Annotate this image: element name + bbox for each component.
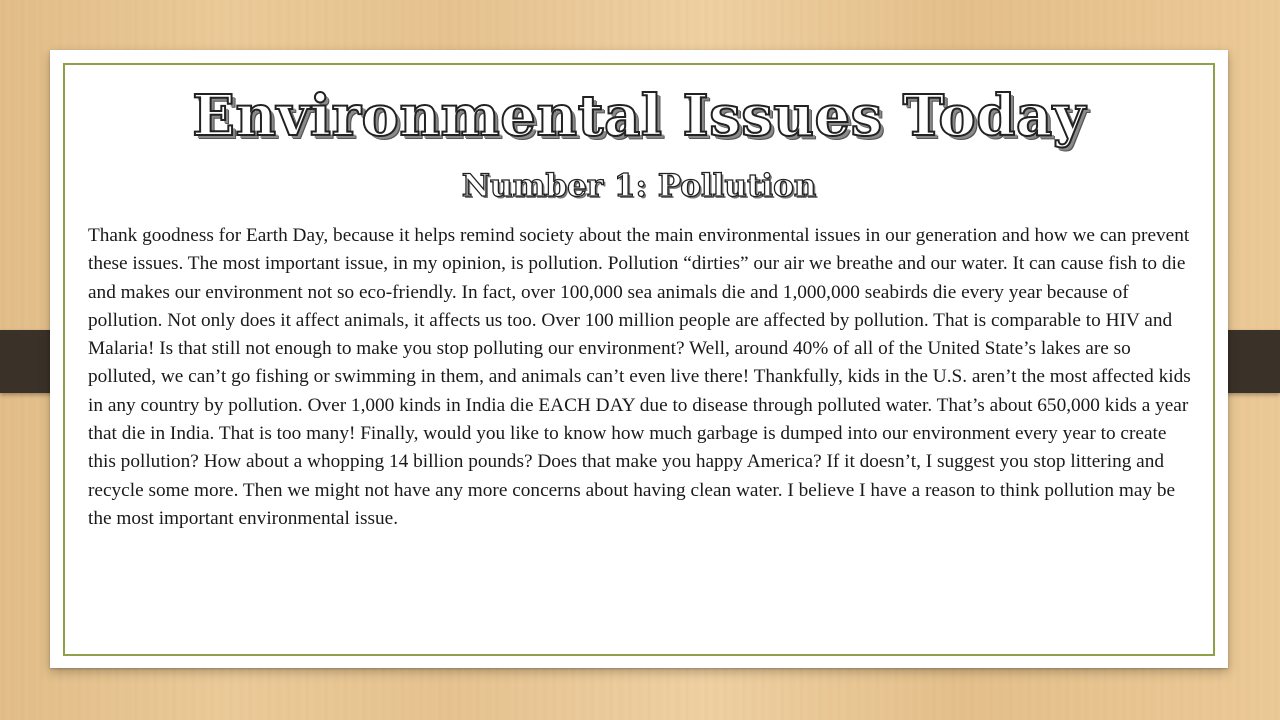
- slide-card: [50, 50, 1228, 668]
- slide-body-text: Thank goodness for Earth Day, because it helps remind society about the main environmental issues in our generation and how we can prevent these issues. The most important issue, in my opinion, is pollution. Pollution “dirties” our air we breathe and our water. It can cause fish to die and makes our environment not so eco-friendly. In fact, over 100,000 sea animals die and 1,000,000 seabirds die every year because of pollution. Not only does it affect animals, it affects us too. Over 100 million people are affected by pollution. That is comparable to HIV and Malaria! Is that still not enough to make you stop polluting our environment? Well, around 40% of all of the United State’s lakes are so polluted, we can’t go fishing or swimming in them, and animals can’t even live there! Thankfully, kids in the U.S. aren’t the most affected kids in any country by pollution. Over 1,000 kinds in India die EACH DAY due to disease through polluted water. That’s about 650,000 kids a year that die in India. That is too many! Finally, would you like to know how much garbage is dumped into our environment every year to create this pollution? How about a whopping 14 billion pounds? Does that make you happy America? If it doesn’t, I suggest you stop littering and recycle some more. Then we might not have any more concerns about having clean water. I believe I have a reason to think pollution may be the most important environmental issue.: [88, 225, 1191, 529]
- slide-title: Environmental Issues Today: [192, 83, 1086, 149]
- slide-subtitle: Number 1: Pollution: [461, 168, 817, 204]
